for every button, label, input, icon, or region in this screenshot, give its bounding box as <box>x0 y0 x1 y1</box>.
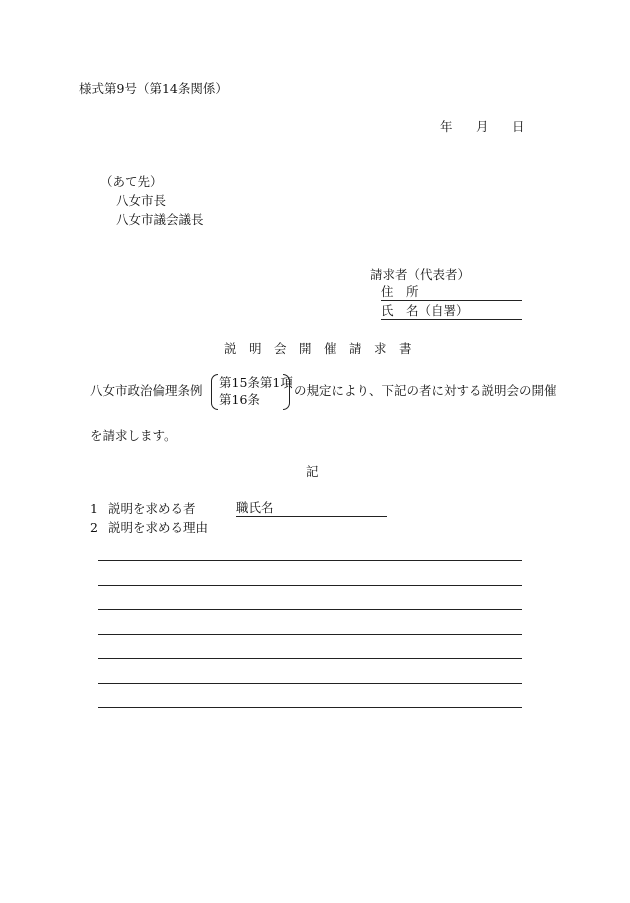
requester-name-label: 氏 名（自署） <box>381 303 469 318</box>
ordinance-name: 八女市政治倫理条例 <box>90 383 203 398</box>
date-month-label: 月 <box>476 119 489 134</box>
date-day-label: 日 <box>512 119 525 134</box>
item-2-number: 2 <box>90 520 98 535</box>
body-text-after: の規定により、下記の者に対する説明会の開催 <box>294 383 557 398</box>
reason-line[interactable] <box>98 634 522 635</box>
item-1-number: 1 <box>90 501 98 516</box>
document-title: 説 明 会 開 催 請 求 書 <box>224 341 412 356</box>
reason-line[interactable] <box>98 560 522 561</box>
requester-address-field[interactable] <box>381 284 522 301</box>
reason-line[interactable] <box>98 609 522 610</box>
clause-option-16: 第16条 <box>219 392 260 407</box>
addressee-mayor: 八女市長 <box>116 193 167 208</box>
clause-bracket-left <box>211 374 218 410</box>
addressee-heading: （あて先） <box>100 174 163 189</box>
item-2-label: 説明を求める理由 <box>108 520 209 535</box>
item-1-field-label: 職氏名 <box>236 500 274 515</box>
reason-line[interactable] <box>98 683 522 684</box>
body-text-continued: を請求します。 <box>90 428 177 443</box>
reason-line[interactable] <box>98 585 522 586</box>
reason-line[interactable] <box>98 658 522 659</box>
item-1-label: 説明を求める者 <box>108 501 196 516</box>
ki-label: 記 <box>306 464 319 479</box>
clause-option-15-1: 第15条第1項 <box>219 375 293 390</box>
reason-line[interactable] <box>98 707 522 708</box>
date-year-label: 年 <box>440 119 453 134</box>
item-1-position-name-field[interactable] <box>236 500 387 517</box>
addressee-council-chair: 八女市議会議長 <box>116 212 204 227</box>
requester-heading: 請求者（代表者） <box>370 267 471 282</box>
requester-address-label: 住 所 <box>381 284 419 299</box>
clause-bracket-right <box>283 374 290 410</box>
requester-name-field[interactable] <box>381 303 522 320</box>
form-number: 様式第9号（第14条関係） <box>79 81 228 96</box>
